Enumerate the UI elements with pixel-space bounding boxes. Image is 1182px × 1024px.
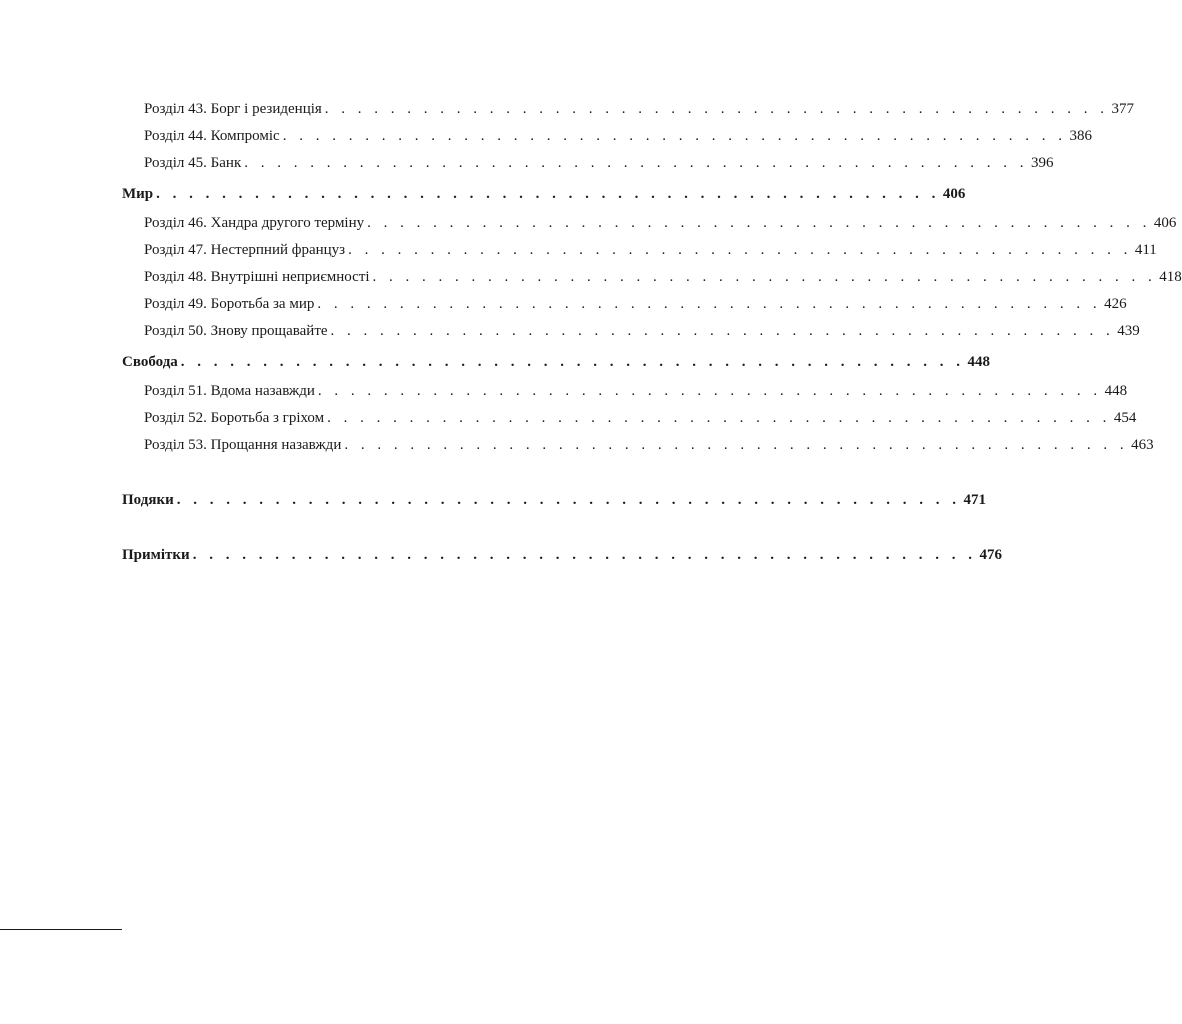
- footnote-rule: [0, 929, 122, 930]
- toc-part-entry[interactable]: [122, 542, 1002, 569]
- toc-entry-title: Розділ 52. Боротьба з гріхом: [144, 410, 325, 426]
- dot-leader: . . . . . . . . . . . . . . . . . . . . . . . . . . . . . . . . . . . . . . . . . . . . . . . .: [282, 128, 1067, 144]
- toc-page-number: 396: [1031, 155, 1054, 171]
- dot-leader: . . . . . . . . . . . . . . . . . . . . . . . . . . . . . . . . . . . . . . . . . . . . . . . .: [317, 296, 1102, 312]
- toc-page-number: 448: [1104, 383, 1128, 399]
- toc-entry[interactable]: [122, 96, 1135, 123]
- toc-part-entry[interactable]: [122, 349, 991, 376]
- table-of-contents: [122, 96, 1182, 571]
- dot-leader: . . . . . . . . . . . . . . . . . . . . . . . . . . . . . . . . . . . . . . . . . . . . . . . .: [176, 492, 961, 508]
- toc-entry[interactable]: [122, 432, 1154, 459]
- toc-entry-title: Розділ 48. Внутрішні неприємності: [144, 269, 370, 285]
- toc-entry[interactable]: [122, 405, 1137, 432]
- toc-entry-title: Розділ 44. Компроміс: [144, 128, 280, 144]
- toc-part-title: Свобода: [122, 354, 178, 370]
- toc-entry-title: Розділ 46. Хандра другого терміну: [144, 215, 365, 231]
- dot-leader: . . . . . . . . . . . . . . . . . . . . . . . . . . . . . . . . . . . . . . . . . . . . . . . .: [344, 437, 1129, 453]
- toc-page-number: 377: [1111, 101, 1135, 117]
- dot-leader: . . . . . . . . . . . . . . . . . . . . . . . . . . . . . . . . . . . . . . . . . . . . . . . .: [330, 323, 1115, 339]
- toc-entry-title: Розділ 51. Вдома назавжди: [144, 383, 315, 399]
- toc-entry[interactable]: [122, 123, 1092, 150]
- toc-page-number: 426: [1104, 296, 1127, 312]
- dot-leader: . . . . . . . . . . . . . . . . . . . . . . . . . . . . . . . . . . . . . . . . . . . . . . . .: [244, 155, 1028, 171]
- dot-leader: . . . . . . . . . . . . . . . . . . . . . . . . . . . . . . . . . . . . . . . . . . . . . . . .: [192, 547, 977, 563]
- dot-leader: . . . . . . . . . . . . . . . . . . . . . . . . . . . . . . . . . . . . . . . . . . . . . . . .: [327, 410, 1111, 426]
- toc-entry-title: Розділ 50. Знову прощавайте: [144, 323, 328, 339]
- toc-entry-title: Розділ 47. Нестерпний француз: [144, 242, 346, 258]
- toc-part-title: Мир: [122, 186, 154, 202]
- toc-page-number: 471: [963, 492, 986, 508]
- toc-page-number: 411: [1134, 242, 1157, 258]
- dot-leader: . . . . . . . . . . . . . . . . . . . . . . . . . . . . . . . . . . . . . . . . . . . . . . . .: [156, 186, 940, 202]
- toc-entry-title: Розділ 45. Банк: [144, 155, 242, 171]
- dot-leader: . . . . . . . . . . . . . . . . . . . . . . . . . . . . . . . . . . . . . . . . . . . . . . . .: [324, 101, 1109, 117]
- toc-entry[interactable]: [122, 318, 1140, 345]
- toc-entry[interactable]: [122, 150, 1054, 177]
- dot-leader: . . . . . . . . . . . . . . . . . . . . . . . . . . . . . . . . . . . . . . . . . . . . . . . .: [180, 354, 965, 370]
- toc-page-number: 454: [1113, 410, 1137, 426]
- toc-entry-title: Розділ 43. Борг і резиденція: [144, 101, 322, 117]
- dot-leader: . . . . . . . . . . . . . . . . . . . . . . . . . . . . . . . . . . . . . . . . . . . . . . . .: [317, 383, 1102, 399]
- toc-page-number: 406: [942, 186, 966, 202]
- toc-page-number: 439: [1117, 323, 1140, 339]
- dot-leader: . . . . . . . . . . . . . . . . . . . . . . . . . . . . . . . . . . . . . . . . . . . . . . . .: [372, 269, 1157, 285]
- toc-entry[interactable]: [122, 378, 1128, 405]
- dot-leader: . . . . . . . . . . . . . . . . . . . . . . . . . . . . . . . . . . . . . . . . . . . . . . . .: [367, 215, 1151, 231]
- toc-entry[interactable]: [122, 210, 1177, 237]
- toc-part-entry[interactable]: [122, 487, 986, 514]
- toc-page-number: 463: [1131, 437, 1154, 453]
- toc-entry[interactable]: [122, 264, 1182, 291]
- toc-page-number: 476: [979, 547, 1002, 563]
- toc-page-number: 418: [1159, 269, 1182, 285]
- toc-entry-title: Розділ 53. Прощання назавжди: [144, 437, 342, 453]
- dot-leader: . . . . . . . . . . . . . . . . . . . . . . . . . . . . . . . . . . . . . . . . . . . . . . . .: [348, 242, 1132, 258]
- toc-entry-title: Розділ 49. Боротьба за мир: [144, 296, 315, 312]
- toc-part-entry[interactable]: [122, 181, 966, 208]
- toc-entry[interactable]: [122, 291, 1127, 318]
- toc-page-number: 406: [1153, 215, 1177, 231]
- toc-part-title: Примітки: [122, 547, 190, 563]
- toc-part-title: Подяки: [122, 492, 174, 508]
- toc-page-number: 386: [1069, 128, 1092, 144]
- toc-entry[interactable]: [122, 237, 1157, 264]
- toc-page-number: 448: [967, 354, 991, 370]
